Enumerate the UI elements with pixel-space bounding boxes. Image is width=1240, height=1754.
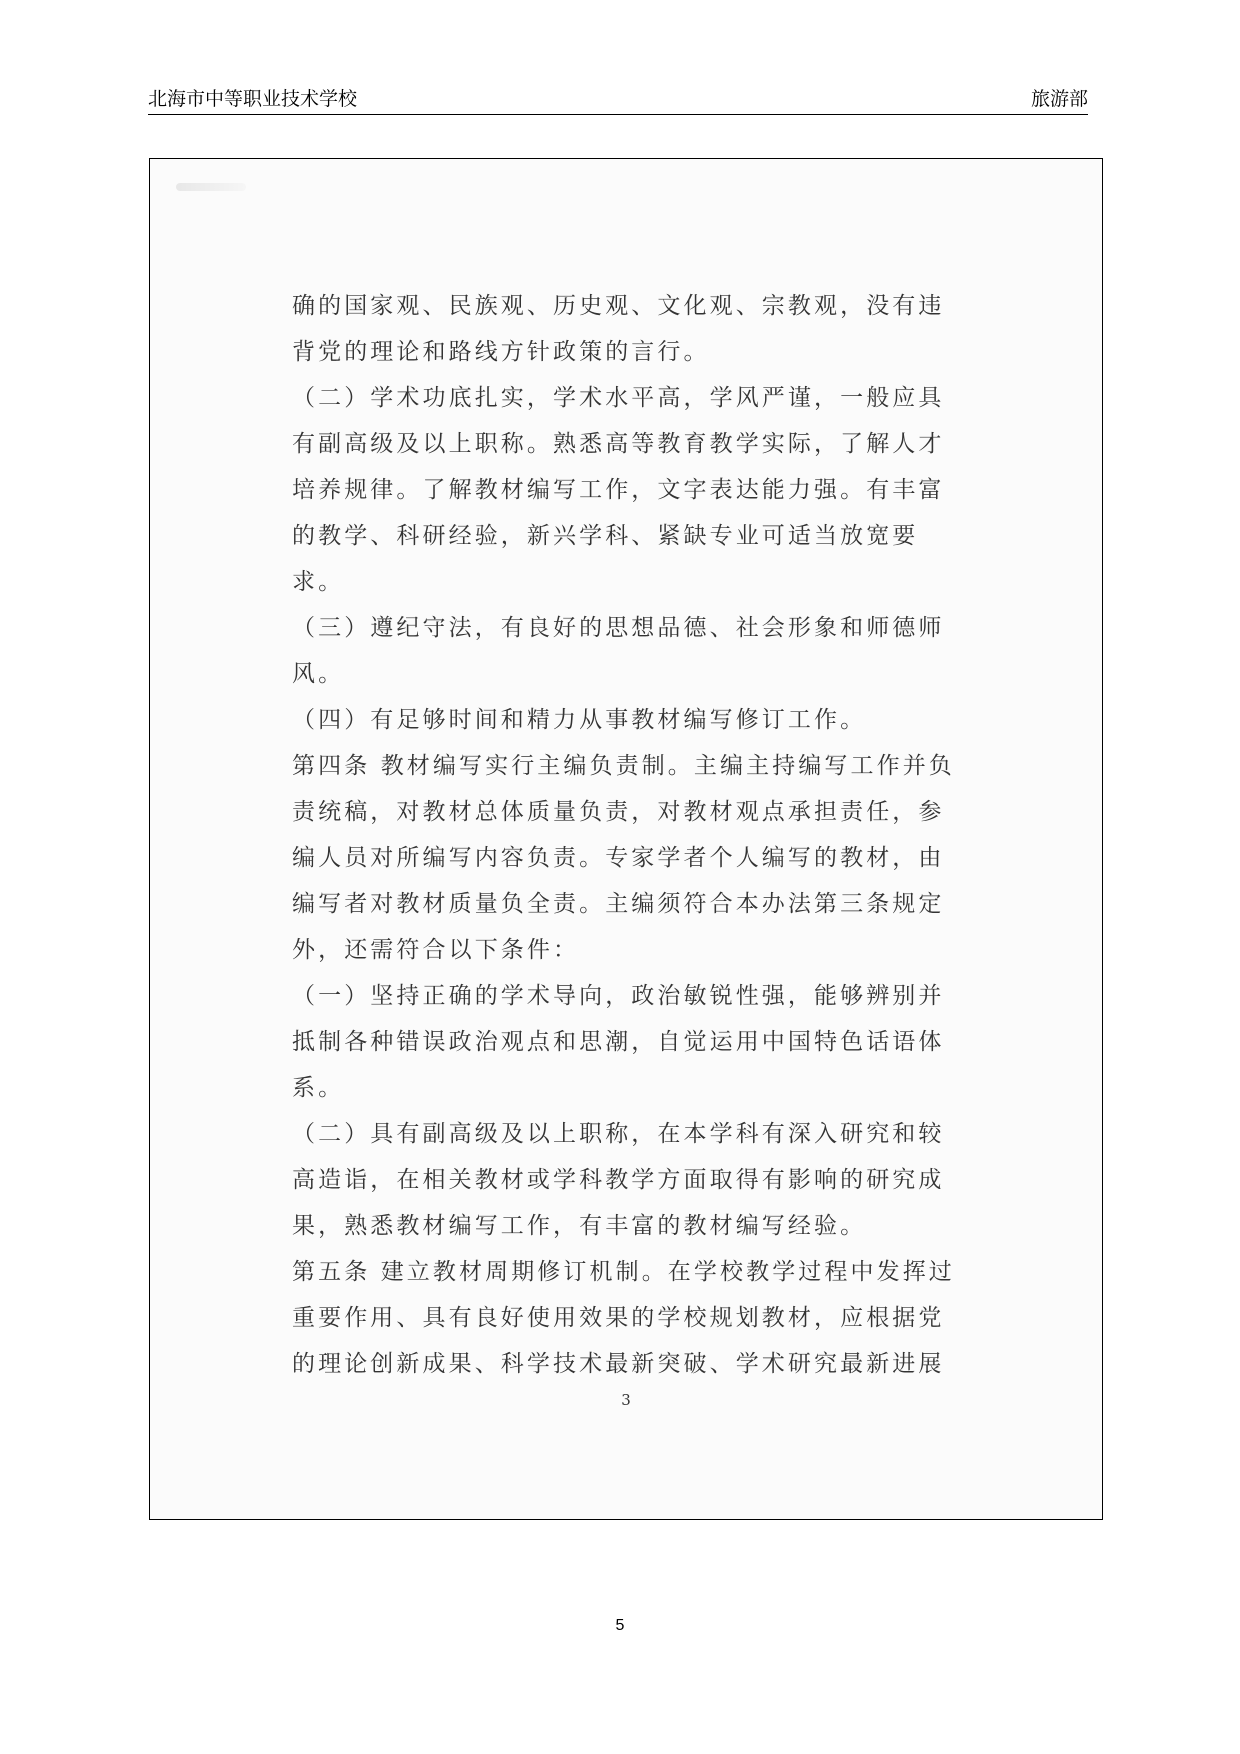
text-line: 第四条 教材编写实行主编负责制。主编主持编写工作并负 xyxy=(292,753,955,779)
text-line: 责统稿，对教材总体质量负责，对教材观点承担责任，参 xyxy=(292,799,945,825)
school-name: 北海市中等职业技术学校 xyxy=(148,88,358,110)
text-line: （二）具有副高级及以上职称，在本学科有深入研究和较 xyxy=(292,1121,945,1147)
text-line: 背党的理论和路线方针政策的言行。 xyxy=(292,339,710,365)
text-line: 重要作用、具有良好使用效果的学校规划教材，应根据党 xyxy=(292,1305,945,1331)
text-line: 求。 xyxy=(292,569,345,595)
text-line: 培养规律。了解教材编写工作，文字表达能力强。有丰富 xyxy=(292,477,945,503)
text-line: 的理论创新成果、科学技术最新突破、学术研究最新进展 xyxy=(292,1351,945,1377)
text-line: （二）学术功底扎实，学术水平高，学风严谨，一般应具 xyxy=(292,385,945,411)
scanned-body-text xyxy=(292,283,962,1387)
text-line: 抵制各种错误政治观点和思潮，自觉运用中国特色话语体 xyxy=(292,1029,945,1055)
text-line: 编写者对教材质量负全责。主编须符合本办法第三条规定 xyxy=(292,891,945,917)
text-line: （一）坚持正确的学术导向，政治敏锐性强，能够辨别并 xyxy=(292,983,945,1009)
text-line: 果，熟悉教材编写工作，有丰富的教材编写经验。 xyxy=(292,1213,867,1239)
text-line: （四）有足够时间和精力从事教材编写修订工作。 xyxy=(292,707,867,733)
page-header xyxy=(148,86,1088,115)
text-line: 风。 xyxy=(292,661,345,687)
text-line: 高造诣，在相关教材或学科教学方面取得有影响的研究成 xyxy=(292,1167,945,1193)
scanned-document-frame xyxy=(149,158,1103,1520)
text-line: 有副高级及以上职称。熟悉高等教育教学实际，了解人才 xyxy=(292,431,945,457)
footer-page-number: 5 xyxy=(615,1617,625,1634)
text-line: 系。 xyxy=(292,1075,345,1101)
text-line: 确的国家观、民族观、历史观、文化观、宗教观，没有违 xyxy=(292,293,945,319)
text-line: 外，还需符合以下条件： xyxy=(292,937,580,963)
text-line: 第五条 建立教材周期修订机制。在学校教学过程中发挥过 xyxy=(292,1259,955,1285)
scan-smudge-mark xyxy=(176,183,246,191)
scanned-page-number: 3 xyxy=(621,1391,631,1409)
text-line: （三）遵纪守法，有良好的思想品德、社会形象和师德师 xyxy=(292,615,945,641)
department-name: 旅游部 xyxy=(1030,88,1088,110)
text-line: 的教学、科研经验，新兴学科、紧缺专业可适当放宽要 xyxy=(292,523,919,549)
text-line: 编人员对所编写内容负责。专家学者个人编写的教材，由 xyxy=(292,845,945,871)
